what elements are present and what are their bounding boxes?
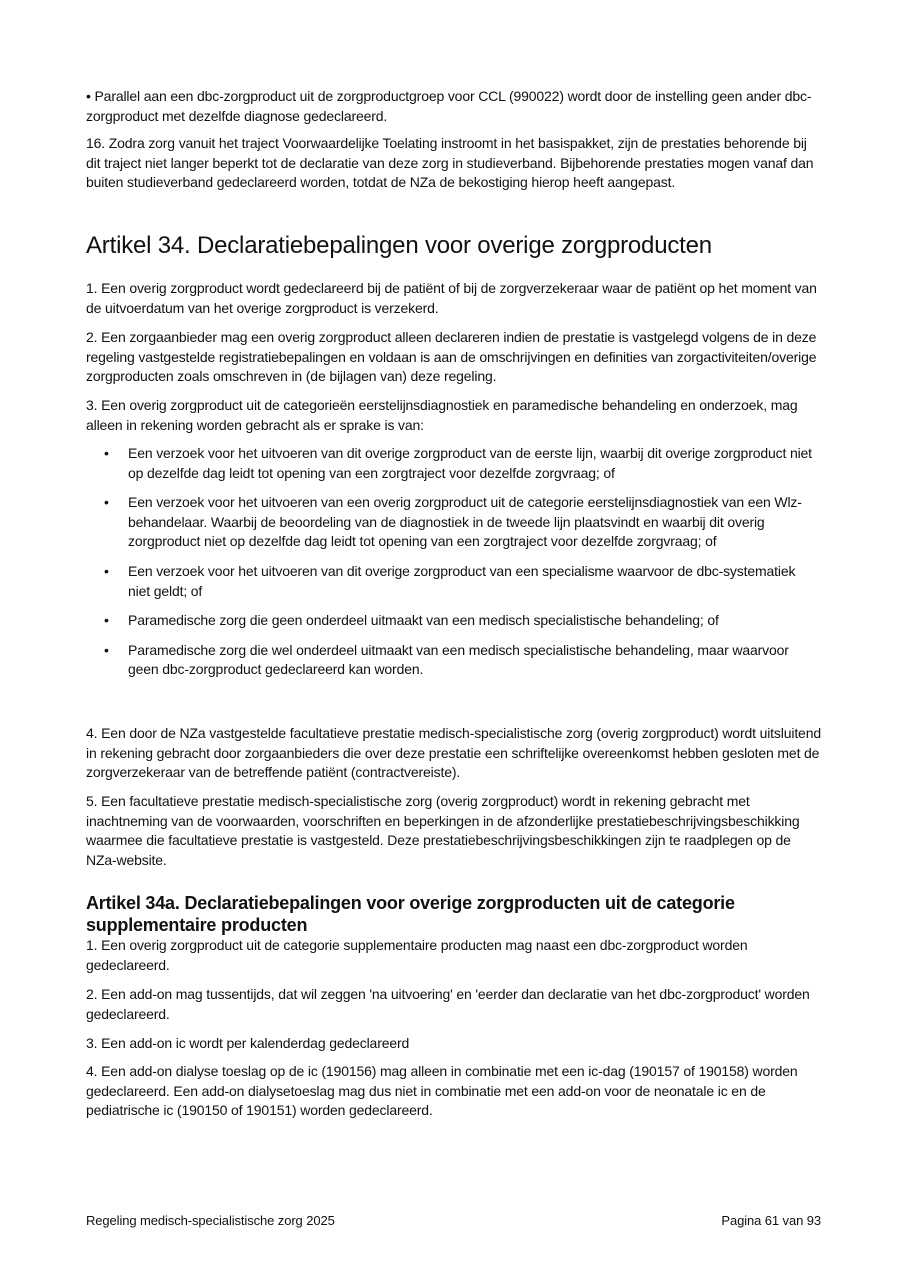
article34a-item-3: 3. Een add-on ic wordt per kalenderdag gedeclareerd xyxy=(86,1035,410,1051)
list-item xyxy=(86,493,821,552)
bullet-icon: • xyxy=(104,641,109,658)
list-item-text: Paramedische zorg die geen onderdeel uitmaakt van een medisch specialistische behandeling; of xyxy=(128,612,719,629)
article34-bullet-list xyxy=(86,444,821,680)
article34-item-1: 1. Een overig zorgproduct wordt gedeclareerd bij de patiënt of bij de zorgverzekeraar waar de patiënt op het moment van de uitvoerdatum van het overige zorgproduct is verzekerd. xyxy=(86,280,817,316)
heading-article-34a: Artikel 34a. Declaratiebepalingen voor overige zorgproducten uit de categorie supplementaire producten xyxy=(86,893,735,935)
article34-item-5: 5. Een facultatieve prestatie medisch-specialistische zorg (overig zorgproduct) wordt in rekening gebracht met inachtneming van de voorwaarden, voorschriften en beperkingen in de afzonderlijke prestatiebeschrijvingsbeschikking waarmee die facultatieve prestatie is vastgesteld. Deze prestatiebeschrijvingsbeschikkingen zijn te raadplegen op de NZa-website. xyxy=(86,793,800,868)
footer-document-title: Regeling medisch-specialistische zorg 2025 xyxy=(86,1213,335,1228)
paragraph-parallel-bullet: • Parallel aan een dbc-zorgproduct uit de zorgproductgroep voor CCL (990022) wordt door de instelling geen ander dbc-zorgproduct met dezelfde diagnose gedeclareerd. xyxy=(86,88,812,124)
page-footer xyxy=(86,1213,821,1228)
heading-article-34: Artikel 34. Declaratiebepalingen voor overige zorgproducten xyxy=(86,232,712,259)
list-item-text: Een verzoek voor het uitvoeren van dit overige zorgproduct van de eerste lijn, waarbij dit overige zorgproduct niet op dezelfde dag leidt tot opening van een zorgtraject voor dezelfde zorgvraag; of xyxy=(128,445,812,481)
bullet-icon: • xyxy=(104,445,109,461)
article34-item-3: 3. Een overig zorgproduct uit de categorieën eerstelijnsdiagnostiek en paramedische behandeling en onderzoek, mag alleen in rekening worden gebracht als er sprake is van: xyxy=(86,397,798,433)
list-item-text: Een verzoek voor het uitvoeren van dit overige zorgproduct van een specialisme waarvoor de dbc-systematiek niet geldt; of xyxy=(128,562,796,599)
bullet-icon: • xyxy=(104,562,109,579)
bullet-icon: • xyxy=(104,494,109,511)
list-item-text: Paramedische zorg die wel onderdeel uitmaakt van een medisch specialistische behandeling, maar waarvoor geen dbc-zorgproduct gedeclareerd kan worden. xyxy=(128,641,789,678)
footer-page-number: Pagina 61 van 93 xyxy=(721,1213,821,1228)
list-item xyxy=(86,611,821,631)
article34a-item-2: 2. Een add-on mag tussentijds, dat wil zeggen 'na uitvoering' en 'eerder dan declaratie van het dbc-zorgproduct' worden gedeclareerd. xyxy=(86,986,810,1022)
list-item-text: Een verzoek voor het uitvoeren van een overig zorgproduct uit de categorie eerstelijnsdiagnostiek van een Wlz-behandelaar. Waarbij de beoordeling van de diagnostiek in de tweede lijn plaatsvindt en waarbij dit overig zorgproduct niet op dezelfde dag leidt tot opening van een zorgtraject voor dezelfde zorgvraag; of xyxy=(128,494,802,550)
article34-item-2: 2. Een zorgaanbieder mag een overig zorgproduct alleen declareren indien de prestatie is vastgelegd volgens de in deze regeling vastgestelde registratiebepalingen en voldaan is aan de omschrijvingen en definities van zorgactiviteiten/overige zorgproducten zoals omschreven in (de bijlagen van) deze regeling. xyxy=(86,329,817,385)
article34a-item-1: 1. Een overig zorgproduct uit de categorie supplementaire producten mag naast een dbc-zorgproduct worden gedeclareerd. xyxy=(86,937,748,973)
article34a-item-4: 4. Een add-on dialyse toeslag op de ic (190156) mag alleen in combinatie met een ic-dag (190157 of 190158) worden gedeclareerd. Een add-on dialysetoeslag mag dus niet in combinatie met een add-on voor de neonatale ic en de pediatrische ic (190150 of 190151) worden gedeclareerd. xyxy=(86,1063,798,1119)
article34-item-4: 4. Een door de NZa vastgestelde facultatieve prestatie medisch-specialistische zorg (overig zorgproduct) wordt uitsluitend in rekening gebracht door zorgaanbieders die over deze prestatie een schriftelijke overeenkomst hebben gesloten met de zorgverzekeraar van de betreffende patiënt (contractvereiste). xyxy=(86,725,821,781)
paragraph-item-16: 16. Zodra zorg vanuit het traject Voorwaardelijke Toelating instroomt in het basispakket, zijn de prestaties behorende bij dit traject niet langer beperkt tot de declaratie van deze zorg in studieverband. Bijbehorende prestaties mogen vanaf dan buiten studieverband gedeclareerd worden, totdat de NZa de bekostiging hierop heeft aangepast. xyxy=(86,135,814,191)
list-item xyxy=(86,562,821,601)
list-item xyxy=(86,641,821,680)
list-item xyxy=(86,444,821,483)
bullet-icon: • xyxy=(104,612,109,629)
